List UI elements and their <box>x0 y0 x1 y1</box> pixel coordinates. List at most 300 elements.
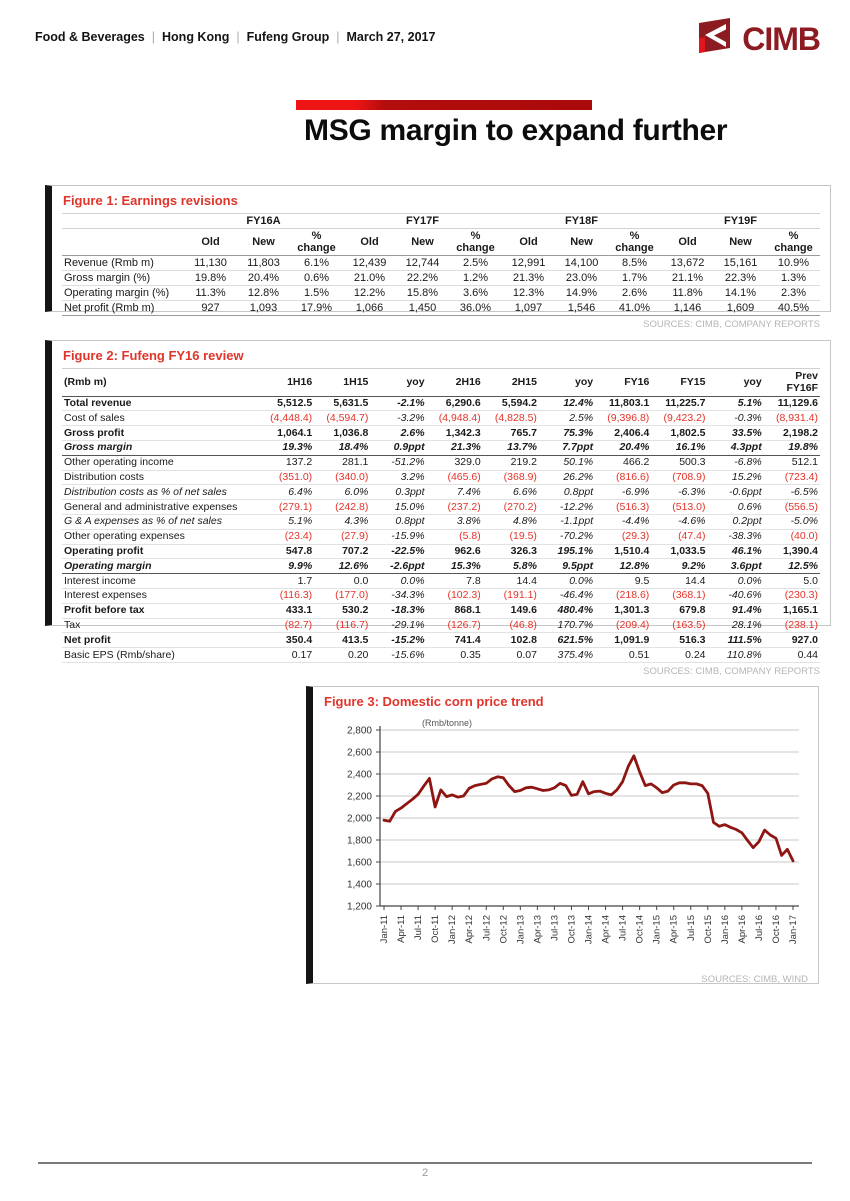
cell: -6.3% <box>651 485 707 500</box>
column-header: 2H15 <box>483 369 539 397</box>
cell: -0.6ppt <box>708 485 764 500</box>
cell: (116.3) <box>258 588 314 603</box>
breadcrumb-separator: | <box>336 30 340 44</box>
cell: (516.3) <box>595 500 651 515</box>
cell: 329.0 <box>427 455 483 470</box>
x-tick-label: Oct-12 <box>498 915 510 944</box>
row-label: Net profit (Rmb m) <box>62 301 184 316</box>
cell: 1,609 <box>714 301 767 316</box>
x-tick-label: Jan-12 <box>447 915 459 945</box>
col-group-fy19f: FY19F <box>661 214 820 229</box>
table-row <box>62 286 820 301</box>
cell: (368.9) <box>483 470 539 485</box>
cell: (368.1) <box>651 588 707 603</box>
cell: 1,093 <box>237 301 290 316</box>
cell: 12.6% <box>314 559 370 574</box>
column-header: New <box>714 229 767 256</box>
cell: 19.8% <box>184 271 237 286</box>
row-label: General and administrative expenses <box>62 500 258 515</box>
cell: 679.8 <box>651 603 707 618</box>
cell: 12.3% <box>502 286 555 301</box>
cell: (242.8) <box>314 500 370 515</box>
cimb-logo-icon <box>697 18 735 59</box>
column-header: Old <box>661 229 714 256</box>
row-label: Basic EPS (Rmb/share) <box>62 648 258 663</box>
cell: 326.3 <box>483 544 539 559</box>
cell: 15.8% <box>396 286 449 301</box>
cell: 2,198.2 <box>764 426 820 441</box>
figure2-source: SOURCES: CIMB, COMPANY REPORTS <box>643 665 820 677</box>
cell: 14.9% <box>555 286 608 301</box>
cell: 50.1% <box>539 455 595 470</box>
column-header: % change <box>767 229 820 256</box>
table-row <box>62 603 820 618</box>
cell: -2.1% <box>370 396 426 411</box>
cell: 75.3% <box>539 426 595 441</box>
table-row <box>62 411 820 426</box>
x-tick-label: Jan-14 <box>583 915 595 945</box>
cell: (163.5) <box>651 618 707 633</box>
row-label: Operating margin <box>62 559 258 574</box>
cell: 0.0% <box>370 574 426 589</box>
cell: (218.6) <box>595 588 651 603</box>
cell: 19.8% <box>764 440 820 455</box>
y-tick-label: 2,800 <box>346 725 372 737</box>
page-number: 2 <box>421 1167 429 1179</box>
cell: (723.4) <box>764 470 820 485</box>
column-header: yoy <box>708 369 764 397</box>
cell: 2.5% <box>449 256 502 271</box>
figure2-fy16-review <box>45 340 831 677</box>
cell: 1,802.5 <box>651 426 707 441</box>
cell: -6.8% <box>708 455 764 470</box>
table-row <box>62 559 820 574</box>
cell: 12,439 <box>343 256 396 271</box>
cell: 1,165.1 <box>764 603 820 618</box>
table-header-row <box>62 369 820 397</box>
cell: 195.1% <box>539 544 595 559</box>
cell: 707.2 <box>314 544 370 559</box>
cell: (191.1) <box>483 588 539 603</box>
breadcrumb-date: March 27, 2017 <box>346 30 436 44</box>
row-label: Other operating income <box>62 455 258 470</box>
row-label: Tax <box>62 618 258 633</box>
cell: -3.2% <box>370 411 426 426</box>
cell: (46.8) <box>483 618 539 633</box>
cell: -6.5% <box>764 485 820 500</box>
cell: -15.6% <box>370 648 426 663</box>
cell: 927 <box>184 301 237 316</box>
table-row <box>62 529 820 544</box>
cell: 15.0% <box>370 500 426 515</box>
cell: 3.8% <box>427 514 483 529</box>
cell: 40.5% <box>767 301 820 316</box>
cell: 547.8 <box>258 544 314 559</box>
cell: 20.4% <box>595 440 651 455</box>
cell: 0.0% <box>539 574 595 589</box>
cell: (279.1) <box>258 500 314 515</box>
cell: 21.1% <box>661 271 714 286</box>
figure1-source: SOURCES: CIMB, COMPANY REPORTS <box>643 319 820 330</box>
cell: 28.1% <box>708 618 764 633</box>
cell: 765.7 <box>483 426 539 441</box>
cell: 137.2 <box>258 455 314 470</box>
cell: (351.0) <box>258 470 314 485</box>
cell: -0.3% <box>708 411 764 426</box>
table-row <box>62 500 820 515</box>
cell: 0.0% <box>708 574 764 589</box>
cell: 21.3% <box>502 271 555 286</box>
cell: (40.0) <box>764 529 820 544</box>
x-tick-label: Oct-11 <box>430 915 442 943</box>
cell: 1,342.3 <box>427 426 483 441</box>
cell: (465.6) <box>427 470 483 485</box>
row-label: Gross margin (%) <box>62 271 184 286</box>
cimb-logo <box>697 18 820 59</box>
y-tick-label: 1,400 <box>346 879 372 891</box>
cell: -15.9% <box>370 529 426 544</box>
cell: 1,390.4 <box>764 544 820 559</box>
cell: 12.5% <box>764 559 820 574</box>
table-row <box>62 514 820 529</box>
y-tick-label: 1,200 <box>346 901 372 913</box>
cell: 11,129.6 <box>764 396 820 411</box>
cell: 375.4% <box>539 648 595 663</box>
cell: 1.7% <box>608 271 661 286</box>
row-label: Interest income <box>62 574 258 589</box>
cell: -4.6% <box>651 514 707 529</box>
cell: 11,225.7 <box>651 396 707 411</box>
cell: 0.35 <box>427 648 483 663</box>
cell: 11,803.1 <box>595 396 651 411</box>
column-header: New <box>396 229 449 256</box>
column-header: FY16 <box>595 369 651 397</box>
cell: -2.6ppt <box>370 559 426 574</box>
cell: 36.0% <box>449 301 502 316</box>
cell: 0.0 <box>314 574 370 589</box>
cell: 2.6% <box>370 426 426 441</box>
cell: -70.2% <box>539 529 595 544</box>
earnings-revisions-table <box>62 213 820 316</box>
breadcrumb-sector: Food & Beverages <box>35 30 145 44</box>
x-tick-label: Jul-11 <box>413 915 425 941</box>
cell: 14.1% <box>714 286 767 301</box>
cell: 621.5% <box>539 633 595 648</box>
cell: 1.5% <box>290 286 343 301</box>
table-row <box>62 470 820 485</box>
cell: 512.1 <box>764 455 820 470</box>
cell: 2.3% <box>767 286 820 301</box>
fy16-review-table <box>62 368 820 663</box>
x-tick-label: Jan-15 <box>651 915 663 945</box>
cell: 9.2% <box>651 559 707 574</box>
cell: (8,931.4) <box>764 411 820 426</box>
cell: 9.9% <box>258 559 314 574</box>
cell: (708.9) <box>651 470 707 485</box>
column-header: % change <box>449 229 502 256</box>
cell: -12.2% <box>539 500 595 515</box>
cell: 3.2% <box>370 470 426 485</box>
cell: 9.5ppt <box>539 559 595 574</box>
cell: 18.4% <box>314 440 370 455</box>
x-tick-label: Jul-14 <box>617 915 629 941</box>
cell: 12,744 <box>396 256 449 271</box>
x-tick-label: Jul-15 <box>685 915 697 941</box>
cell: -5.0% <box>764 514 820 529</box>
row-label: G & A expenses as % of net sales <box>62 514 258 529</box>
y-tick-label: 1,800 <box>346 835 372 847</box>
cell: (4,948.4) <box>427 411 483 426</box>
cell: 12.2% <box>343 286 396 301</box>
footer-divider <box>38 1162 812 1164</box>
cell: 6,290.6 <box>427 396 483 411</box>
col-group-fy17f: FY17F <box>343 214 502 229</box>
cell: 21.3% <box>427 440 483 455</box>
cell: 530.2 <box>314 603 370 618</box>
cell: 927.0 <box>764 633 820 648</box>
y-tick-label: 2,600 <box>346 747 372 759</box>
cell: 3.6ppt <box>708 559 764 574</box>
cell: 3.6% <box>449 286 502 301</box>
cell: 350.4 <box>258 633 314 648</box>
x-tick-label: Jan-11 <box>379 915 390 944</box>
cell: (116.7) <box>314 618 370 633</box>
table-row <box>62 455 820 470</box>
cell: 33.5% <box>708 426 764 441</box>
table-row <box>62 301 820 316</box>
corn-price-line-chart <box>323 714 813 966</box>
cell: 110.8% <box>708 648 764 663</box>
cell: 5.1% <box>708 396 764 411</box>
cell: 1,146 <box>661 301 714 316</box>
x-tick-label: Apr-15 <box>668 915 680 944</box>
cell: 480.4% <box>539 603 595 618</box>
cell: 26.2% <box>539 470 595 485</box>
cell: (340.0) <box>314 470 370 485</box>
cell: -46.4% <box>539 588 595 603</box>
cell: (209.4) <box>595 618 651 633</box>
cell: 6.1% <box>290 256 343 271</box>
table-row <box>62 648 820 663</box>
table-row <box>62 440 820 455</box>
cell: 4.3% <box>314 514 370 529</box>
cell: (29.3) <box>595 529 651 544</box>
cell: 0.6% <box>708 500 764 515</box>
cell: (270.2) <box>483 500 539 515</box>
figure3-corn-price-trend <box>306 686 819 984</box>
cell: 5.8% <box>483 559 539 574</box>
cell: 1.2% <box>449 271 502 286</box>
cell: -18.3% <box>370 603 426 618</box>
cell: 9.5 <box>595 574 651 589</box>
column-header: New <box>555 229 608 256</box>
cell: 21.0% <box>343 271 396 286</box>
cell: 6.0% <box>314 485 370 500</box>
title-accent-bar <box>296 100 592 110</box>
row-label: Revenue (Rmb m) <box>62 256 184 271</box>
cell: 413.5 <box>314 633 370 648</box>
cell: -38.3% <box>708 529 764 544</box>
y-axis-unit-label: (Rmb/tonne) <box>422 718 473 728</box>
page-header <box>35 18 820 59</box>
cell: 41.0% <box>608 301 661 316</box>
figure1-earnings-revisions <box>45 185 831 330</box>
cell: (9,396.8) <box>595 411 651 426</box>
cell: 0.2ppt <box>708 514 764 529</box>
cell: (237.2) <box>427 500 483 515</box>
x-tick-label: Oct-15 <box>702 915 714 944</box>
breadcrumb <box>35 18 435 44</box>
cell: -34.3% <box>370 588 426 603</box>
cell: 868.1 <box>427 603 483 618</box>
figure3-source: SOURCES: CIMB, WIND <box>701 974 808 985</box>
cell: 13,672 <box>661 256 714 271</box>
cell: 14,100 <box>555 256 608 271</box>
cell: (4,448.4) <box>258 411 314 426</box>
table-group-header-row <box>62 214 820 229</box>
corn-price-series-line <box>384 756 793 861</box>
cell: 500.3 <box>651 455 707 470</box>
column-header: yoy <box>370 369 426 397</box>
cell: 12.8% <box>595 559 651 574</box>
cell: 15.2% <box>708 470 764 485</box>
column-header: 1H15 <box>314 369 370 397</box>
cell: (27.9) <box>314 529 370 544</box>
cell: 12.4% <box>539 396 595 411</box>
cell: 1,546 <box>555 301 608 316</box>
table-row <box>62 633 820 648</box>
cell: 0.6% <box>290 271 343 286</box>
cell: 741.4 <box>427 633 483 648</box>
cell: 0.3ppt <box>370 485 426 500</box>
x-tick-label: Apr-12 <box>464 915 476 944</box>
column-header: 2H16 <box>427 369 483 397</box>
cell: 281.1 <box>314 455 370 470</box>
cell: 91.4% <box>708 603 764 618</box>
cell: 22.3% <box>714 271 767 286</box>
column-header: FY15 <box>651 369 707 397</box>
cell: 1,097 <box>502 301 555 316</box>
cell: 0.07 <box>483 648 539 663</box>
page-title: MSG margin to expand further <box>304 114 728 147</box>
cell: 0.24 <box>651 648 707 663</box>
cell: 14.4 <box>483 574 539 589</box>
cell: 7.4% <box>427 485 483 500</box>
cell: 0.51 <box>595 648 651 663</box>
y-tick-label: 2,000 <box>346 813 372 825</box>
cell: (238.1) <box>764 618 820 633</box>
cell: 1.3% <box>767 271 820 286</box>
cell: 5,631.5 <box>314 396 370 411</box>
cell: 5.0 <box>764 574 820 589</box>
cell: -1.1ppt <box>539 514 595 529</box>
cell: (102.3) <box>427 588 483 603</box>
x-tick-label: Apr-13 <box>532 915 544 944</box>
column-header: Old <box>343 229 396 256</box>
table-row <box>62 574 820 589</box>
cell: 2.6% <box>608 286 661 301</box>
cell: 1,033.5 <box>651 544 707 559</box>
cell: 2,406.4 <box>595 426 651 441</box>
cell: -15.2% <box>370 633 426 648</box>
cell: 0.20 <box>314 648 370 663</box>
cell: 13.7% <box>483 440 539 455</box>
figure2-title: Figure 2: Fufeng FY16 review <box>63 348 244 363</box>
x-tick-label: Jan-16 <box>719 915 731 945</box>
row-label: Net profit <box>62 633 258 648</box>
column-header: Prev FY16F <box>764 369 820 397</box>
cell: 1,091.9 <box>595 633 651 648</box>
table-row <box>62 426 820 441</box>
cell: 219.2 <box>483 455 539 470</box>
x-tick-label: Jan-13 <box>515 915 527 945</box>
cell: 0.8ppt <box>370 514 426 529</box>
breadcrumb-separator: | <box>236 30 240 44</box>
cell: (126.7) <box>427 618 483 633</box>
x-tick-label: Apr-14 <box>600 915 612 944</box>
cell: 17.9% <box>290 301 343 316</box>
cell: 102.8 <box>483 633 539 648</box>
row-label: Cost of sales <box>62 411 258 426</box>
col-group-fy18f: FY18F <box>502 214 661 229</box>
x-tick-label: Jul-12 <box>481 915 493 941</box>
cell: 1,064.1 <box>258 426 314 441</box>
cell: 11,803 <box>237 256 290 271</box>
figure1-title: Figure 1: Earnings revisions <box>63 193 238 208</box>
cell: 1,510.4 <box>595 544 651 559</box>
cell: (177.0) <box>314 588 370 603</box>
x-tick-label: Jan-17 <box>788 915 799 945</box>
row-label: Interest expenses <box>62 588 258 603</box>
figure3-title: Figure 3: Domestic corn price trend <box>324 694 544 709</box>
cell: 1.7 <box>258 574 314 589</box>
cell: 4.3ppt <box>708 440 764 455</box>
column-header: Old <box>184 229 237 256</box>
cell: (230.3) <box>764 588 820 603</box>
empty-cell <box>62 229 184 256</box>
cell: -40.6% <box>708 588 764 603</box>
x-tick-label: Jul-13 <box>549 915 561 941</box>
row-label: Operating profit <box>62 544 258 559</box>
cell: -51.2% <box>370 455 426 470</box>
cell: (5.8) <box>427 529 483 544</box>
column-header: yoy <box>539 369 595 397</box>
cell: 19.3% <box>258 440 314 455</box>
row-label: Total revenue <box>62 396 258 411</box>
cell: (47.4) <box>651 529 707 544</box>
table-row <box>62 618 820 633</box>
cell: 1,450 <box>396 301 449 316</box>
cell: (556.5) <box>764 500 820 515</box>
breadcrumb-region: Hong Kong <box>162 30 230 44</box>
y-tick-label: 2,400 <box>346 769 372 781</box>
row-label: Operating margin (%) <box>62 286 184 301</box>
cell: 4.8% <box>483 514 539 529</box>
cell: 6.4% <box>258 485 314 500</box>
cell: 11,130 <box>184 256 237 271</box>
cell: -22.5% <box>370 544 426 559</box>
column-header: (Rmb m) <box>62 369 258 397</box>
row-label: Profit before tax <box>62 603 258 618</box>
cimb-logo-text: CIMB <box>742 20 820 57</box>
cell: 46.1% <box>708 544 764 559</box>
cell: 7.8 <box>427 574 483 589</box>
cell: 7.7ppt <box>539 440 595 455</box>
cell: 16.1% <box>651 440 707 455</box>
cell: 6.6% <box>483 485 539 500</box>
column-header: 1H16 <box>258 369 314 397</box>
cell: (816.6) <box>595 470 651 485</box>
